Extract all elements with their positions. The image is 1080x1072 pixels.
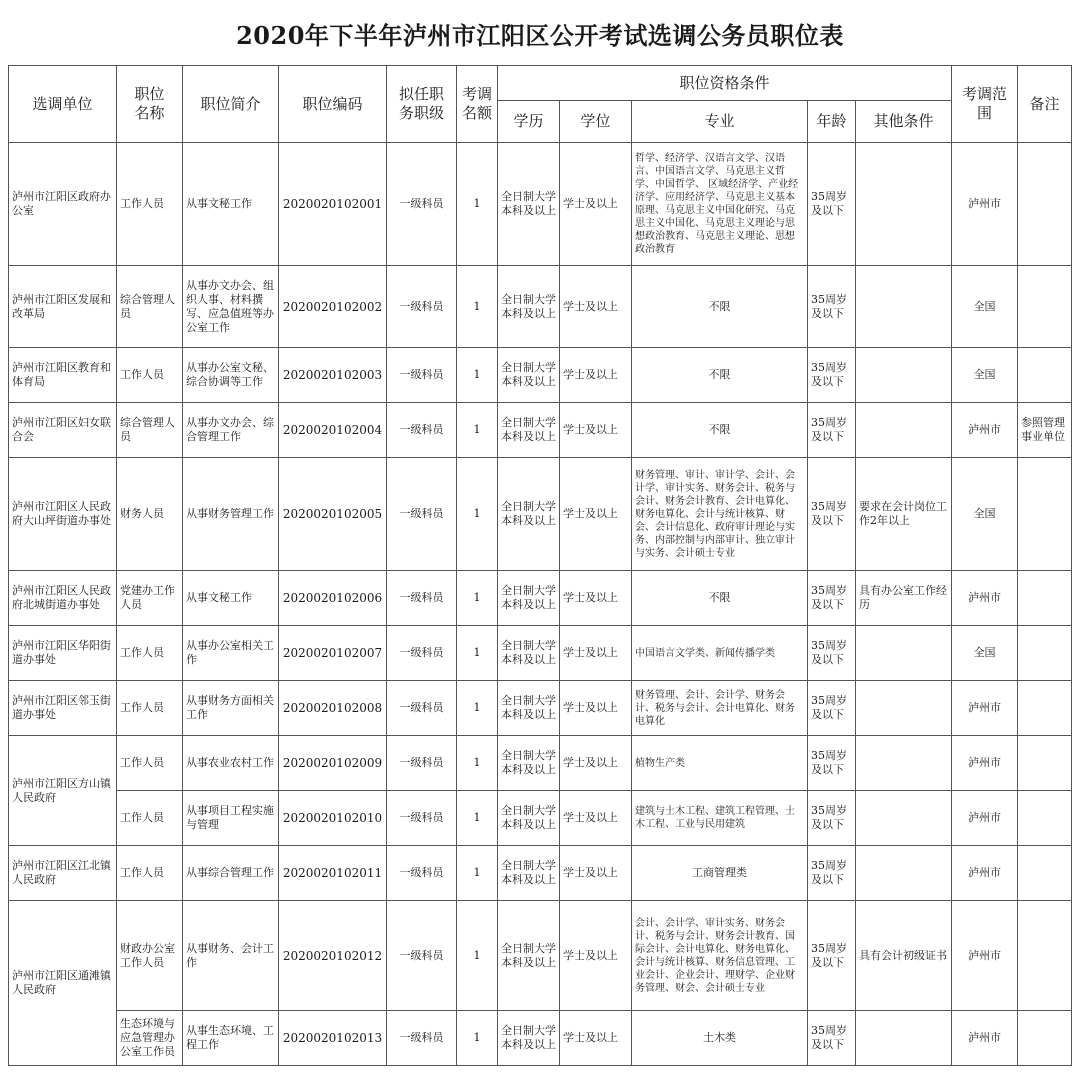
cell-scope: 泸州市 [952,571,1018,626]
cell-education: 全日制大学本科及以上 [498,846,560,901]
cell-name: 工作人员 [117,143,183,266]
cell-education: 全日制大学本科及以上 [498,681,560,736]
cell-note [1018,846,1072,901]
cell-education: 全日制大学本科及以上 [498,736,560,791]
cell-intro: 从事文秘工作 [183,143,279,266]
header-position-name: 职位 名称 [117,66,183,143]
cell-degree: 学士及以上 [560,901,632,1011]
cell-intro: 从事办公室相关工作 [183,626,279,681]
cell-education: 全日制大学本科及以上 [498,403,560,458]
cell-code: 2020020102008 [279,681,387,736]
cell-age: 35周岁及以下 [808,458,856,571]
cell-name: 财政办公室工作人员 [117,901,183,1011]
cell-other [856,403,952,458]
cell-degree: 学士及以上 [560,458,632,571]
cell-degree: 学士及以上 [560,571,632,626]
cell-note [1018,143,1072,266]
cell-quota: 1 [457,736,498,791]
cell-name: 工作人员 [117,791,183,846]
cell-note [1018,791,1072,846]
cell-unit: 泸州市江阳区人民政府北城街道办事处 [9,571,117,626]
cell-scope: 泸州市 [952,791,1018,846]
cell-age: 35周岁及以下 [808,736,856,791]
cell-name: 工作人员 [117,348,183,403]
cell-level: 一级科员 [387,266,457,348]
cell-note [1018,266,1072,348]
header-intro: 职位简介 [183,66,279,143]
cell-note: 参照管理事业单位 [1018,403,1072,458]
cell-degree: 学士及以上 [560,143,632,266]
cell-name: 工作人员 [117,626,183,681]
cell-scope: 全国 [952,266,1018,348]
cell-other: 要求在会计岗位工作2年以上 [856,458,952,571]
header-level: 拟任职 务职级 [387,66,457,143]
header-scope: 考调范 围 [952,66,1018,143]
cell-major: 财务管理、会计、会计学、财务会计、税务与会计、会计电算化、财务电算化 [632,681,808,736]
cell-degree: 学士及以上 [560,736,632,791]
cell-intro: 从事农业农村工作 [183,736,279,791]
cell-level: 一级科员 [387,143,457,266]
cell-education: 全日制大学本科及以上 [498,143,560,266]
table-row [9,846,1072,901]
cell-major: 工商管理类 [632,846,808,901]
cell-age: 35周岁及以下 [808,348,856,403]
cell-age: 35周岁及以下 [808,1011,856,1066]
cell-name: 综合管理人员 [117,403,183,458]
header-quota: 考调 名额 [457,66,498,143]
cell-level: 一级科员 [387,736,457,791]
cell-level: 一级科员 [387,626,457,681]
cell-intro: 从事财务方面相关工作 [183,681,279,736]
cell-unit: 泸州市江阳区人民政府大山坪街道办事处 [9,458,117,571]
cell-other [856,846,952,901]
cell-code: 2020020102012 [279,901,387,1011]
table-row [9,143,1072,266]
cell-major: 哲学、经济学、汉语言文学、汉语言、中国语言文学、马克思主义哲学、中国哲学、 区域经济学、产业经济学、应用经济学、马克思主义基本原理、马克思主义中国化研究、马克思主义中国化、马克思主义理论与思想政治教育、马克思主义理论、思想政治教育 [632,143,808,266]
cell-unit: 泸州市江阳区教育和体育局 [9,348,117,403]
cell-scope: 泸州市 [952,403,1018,458]
cell-intro: 从事项目工程实施与管理 [183,791,279,846]
cell-intro: 从事财务、会计工作 [183,901,279,1011]
cell-level: 一级科员 [387,348,457,403]
cell-unit: 泸州市江阳区发展和改革局 [9,266,117,348]
cell-unit: 泸州市江阳区江北镇人民政府 [9,846,117,901]
cell-other [856,681,952,736]
cell-major: 不限 [632,266,808,348]
cell-quota: 1 [457,626,498,681]
table-row [9,901,1072,1011]
cell-code: 2020020102004 [279,403,387,458]
cell-education: 全日制大学本科及以上 [498,348,560,403]
cell-age: 35周岁及以下 [808,901,856,1011]
cell-level: 一级科员 [387,681,457,736]
cell-intro: 从事文秘工作 [183,571,279,626]
cell-scope: 全国 [952,458,1018,571]
cell-education: 全日制大学本科及以上 [498,266,560,348]
cell-major: 会计、会计学、审计实务、财务会计、税务与会计、财务会计教育、国际会计、会计电算化、财务电算化、会计与统计核算、财务信息管理、工业会计、企业会计、理财学、企业财务管理、财会、会计硕士专业 [632,901,808,1011]
table-row [9,403,1072,458]
cell-other [856,626,952,681]
cell-major: 中国语言文学类、新闻传播学类 [632,626,808,681]
cell-note [1018,1011,1072,1066]
cell-quota: 1 [457,846,498,901]
cell-level: 一级科员 [387,1011,457,1066]
cell-note [1018,681,1072,736]
cell-level: 一级科员 [387,571,457,626]
cell-unit: 泸州市江阳区通滩镇人民政府 [9,901,117,1066]
table-row [9,571,1072,626]
cell-unit: 泸州市江阳区妇女联合会 [9,403,117,458]
cell-other [856,736,952,791]
cell-level: 一级科员 [387,458,457,571]
table-row [9,681,1072,736]
cell-other [856,143,952,266]
table-row [9,348,1072,403]
cell-major: 不限 [632,571,808,626]
table-row [9,626,1072,681]
cell-level: 一级科员 [387,791,457,846]
cell-intro: 从事财务管理工作 [183,458,279,571]
cell-other [856,348,952,403]
cell-age: 35周岁及以下 [808,143,856,266]
cell-major: 土木类 [632,1011,808,1066]
cell-unit: 泸州市江阳区政府办公室 [9,143,117,266]
cell-scope: 全国 [952,626,1018,681]
cell-level: 一级科员 [387,846,457,901]
cell-note [1018,901,1072,1011]
cell-scope: 泸州市 [952,681,1018,736]
cell-intro: 从事办文办会、组织人事、材料撰写、应急值班等办公室工作 [183,266,279,348]
header-major: 专业 [632,101,808,143]
cell-quota: 1 [457,458,498,571]
cell-other: 具有会计初级证书 [856,901,952,1011]
cell-age: 35周岁及以下 [808,791,856,846]
cell-scope: 全国 [952,348,1018,403]
header-education: 学历 [498,101,560,143]
table-row [9,736,1072,791]
cell-name: 工作人员 [117,681,183,736]
header-other: 其他条件 [856,101,952,143]
cell-age: 35周岁及以下 [808,681,856,736]
cell-note [1018,626,1072,681]
cell-degree: 学士及以上 [560,681,632,736]
cell-other [856,1011,952,1066]
cell-name: 工作人员 [117,736,183,791]
cell-note [1018,348,1072,403]
header-age: 年龄 [808,101,856,143]
cell-code: 2020020102007 [279,626,387,681]
cell-other [856,266,952,348]
cell-code: 2020020102009 [279,736,387,791]
header-qualifications: 职位资格条件 [498,66,952,101]
cell-level: 一级科员 [387,901,457,1011]
cell-level: 一级科员 [387,403,457,458]
header-degree: 学位 [560,101,632,143]
cell-note [1018,458,1072,571]
cell-age: 35周岁及以下 [808,571,856,626]
cell-major: 财务管理、审计、审计学、会计、会计学、审计实务、财务会计、税务与会计、财务会计教育、会计电算化、财务电算化、会计与统计核算、财会、会计信息化、政府审计理论与实务、内部控制与内部审计、独立审计与实务、会计硕士专业 [632,458,808,571]
page-title: 2020年下半年泸州市江阳区公开考试选调公务员职位表 [236,20,844,50]
cell-unit: 泸州市江阳区方山镇人民政府 [9,736,117,846]
table-row [9,791,1072,846]
cell-unit: 泸州市江阳区邻玉街道办事处 [9,681,117,736]
cell-scope: 泸州市 [952,846,1018,901]
cell-degree: 学士及以上 [560,846,632,901]
position-table [8,65,1072,1066]
cell-degree: 学士及以上 [560,791,632,846]
cell-quota: 1 [457,143,498,266]
cell-age: 35周岁及以下 [808,626,856,681]
cell-education: 全日制大学本科及以上 [498,901,560,1011]
cell-education: 全日制大学本科及以上 [498,1011,560,1066]
cell-other: 具有办公室工作经历 [856,571,952,626]
cell-name: 综合管理人员 [117,266,183,348]
cell-education: 全日制大学本科及以上 [498,458,560,571]
cell-quota: 1 [457,266,498,348]
cell-degree: 学士及以上 [560,348,632,403]
cell-scope: 泸州市 [952,901,1018,1011]
cell-intro: 从事生态环境、工程工作 [183,1011,279,1066]
table-row [9,458,1072,571]
table-row [9,1011,1072,1066]
cell-intro: 从事办文办会、综合管理工作 [183,403,279,458]
cell-age: 35周岁及以下 [808,403,856,458]
cell-other [856,791,952,846]
cell-major: 建筑与土木工程、建筑工程管理、土木工程、工业与民用建筑 [632,791,808,846]
cell-degree: 学士及以上 [560,403,632,458]
header-code: 职位编码 [279,66,387,143]
cell-code: 2020020102006 [279,571,387,626]
cell-degree: 学士及以上 [560,1011,632,1066]
cell-name: 党建办工作人员 [117,571,183,626]
table-row [9,266,1072,348]
cell-quota: 1 [457,901,498,1011]
cell-degree: 学士及以上 [560,626,632,681]
cell-scope: 泸州市 [952,143,1018,266]
cell-quota: 1 [457,571,498,626]
cell-age: 35周岁及以下 [808,266,856,348]
cell-code: 2020020102002 [279,266,387,348]
cell-note [1018,571,1072,626]
cell-education: 全日制大学本科及以上 [498,626,560,681]
cell-major: 不限 [632,348,808,403]
cell-education: 全日制大学本科及以上 [498,791,560,846]
cell-education: 全日制大学本科及以上 [498,571,560,626]
cell-code: 2020020102013 [279,1011,387,1066]
cell-code: 2020020102003 [279,348,387,403]
cell-degree: 学士及以上 [560,266,632,348]
cell-scope: 泸州市 [952,736,1018,791]
cell-intro: 从事综合管理工作 [183,846,279,901]
header-note: 备注 [1018,66,1072,143]
cell-code: 2020020102010 [279,791,387,846]
cell-quota: 1 [457,791,498,846]
cell-quota: 1 [457,348,498,403]
cell-major: 植物生产类 [632,736,808,791]
cell-age: 35周岁及以下 [808,846,856,901]
cell-note [1018,736,1072,791]
cell-major: 不限 [632,403,808,458]
cell-name: 财务人员 [117,458,183,571]
cell-quota: 1 [457,403,498,458]
cell-name: 生态环境与应急管理办公室工作员 [117,1011,183,1066]
cell-unit: 泸州市江阳区华阳街道办事处 [9,626,117,681]
cell-quota: 1 [457,1011,498,1066]
header-unit: 选调单位 [9,66,117,143]
cell-code: 2020020102005 [279,458,387,571]
cell-scope: 泸州市 [952,1011,1018,1066]
cell-code: 2020020102011 [279,846,387,901]
cell-name: 工作人员 [117,846,183,901]
cell-code: 2020020102001 [279,143,387,266]
cell-quota: 1 [457,681,498,736]
cell-intro: 从事办公室文秘、综合协调等工作 [183,348,279,403]
